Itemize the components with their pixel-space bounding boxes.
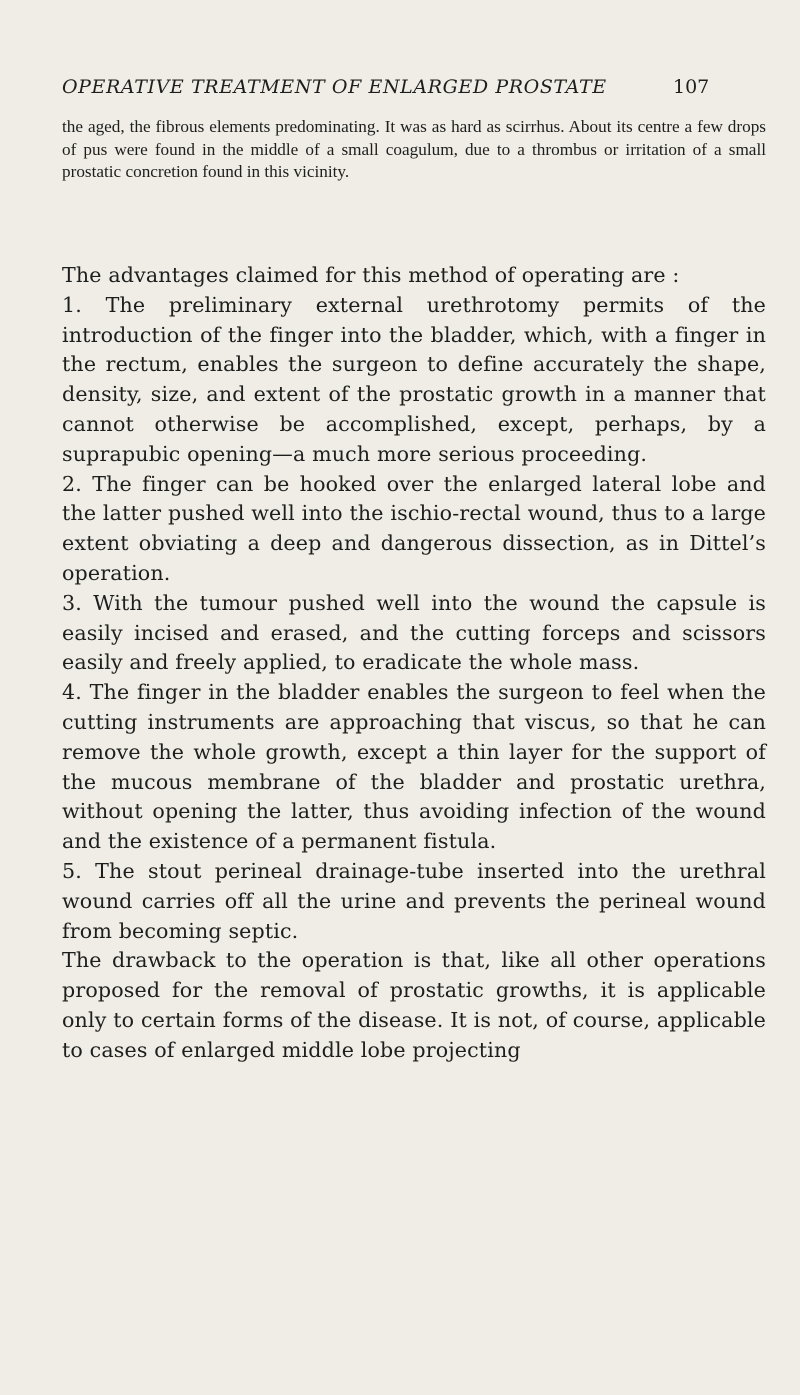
drawback-paragraph: The drawback to the operation is that, like all other operations proposed for the removal of prostatic growths, it is applicable only to certain forms of the disease. It is not, of course, applicable to cases of enlarged middle lobe projecting	[62, 948, 766, 1062]
advantage-item-2: 2. The finger can be hooked over the enlarged lateral lobe and the latter pushed well into the ischio-rectal wound, thus to a large extent obviating a deep and dangerous dissection, as in Dittel’s operation.	[62, 471, 766, 585]
running-title: OPERATIVE TREATMENT OF ENLARGED PROSTATE	[62, 76, 607, 98]
main-text	[62, 261, 766, 1066]
advantage-item-4: 4. The finger in the bladder enables the surgeon to feel when the cutting instruments are approaching that viscus, so that he can remove the whole growth, except a thin layer for the support of the mucous membrane of the bladder and prostatic urethra, without opening the latter, thus avoiding infection of the wound and the existence of a permanent fistula.	[62, 680, 766, 854]
running-header	[62, 76, 762, 98]
advantage-item-1: 1. The preliminary external urethrotomy permits of the introduction of the finger into the bladder, which, with a finger in the rectum, enables the surgeon to define accurately the shape, density, size, and extent of the prostatic growth in a manner that cannot otherwise be accomplished, except, perhaps, by a suprapubic opening—a much more serious proceeding.	[62, 292, 766, 466]
continuation-block	[62, 116, 766, 184]
page-number: 107	[673, 76, 710, 98]
advantage-item-5: 5. The stout perineal drainage-tube inserted into the urethral wound carries off all the urine and prevents the perineal wound from becoming septic.	[62, 858, 766, 943]
continuation-paragraph: the aged, the fibrous elements predominating. It was as hard as scirrhus. About its centre a few drops of pus were found in the middle of a small coagulum, due to a thrombus or irritation of a small prostatic concretion found in this vicinity.	[62, 117, 766, 181]
advantage-item-3: 3. With the tumour pushed well into the wound the capsule is easily incised and erased, and the cutting forceps and scissors easily and freely applied, to eradicate the whole mass.	[62, 590, 766, 675]
advantages-intro: The advantages claimed for this method of operating are :	[62, 263, 680, 287]
